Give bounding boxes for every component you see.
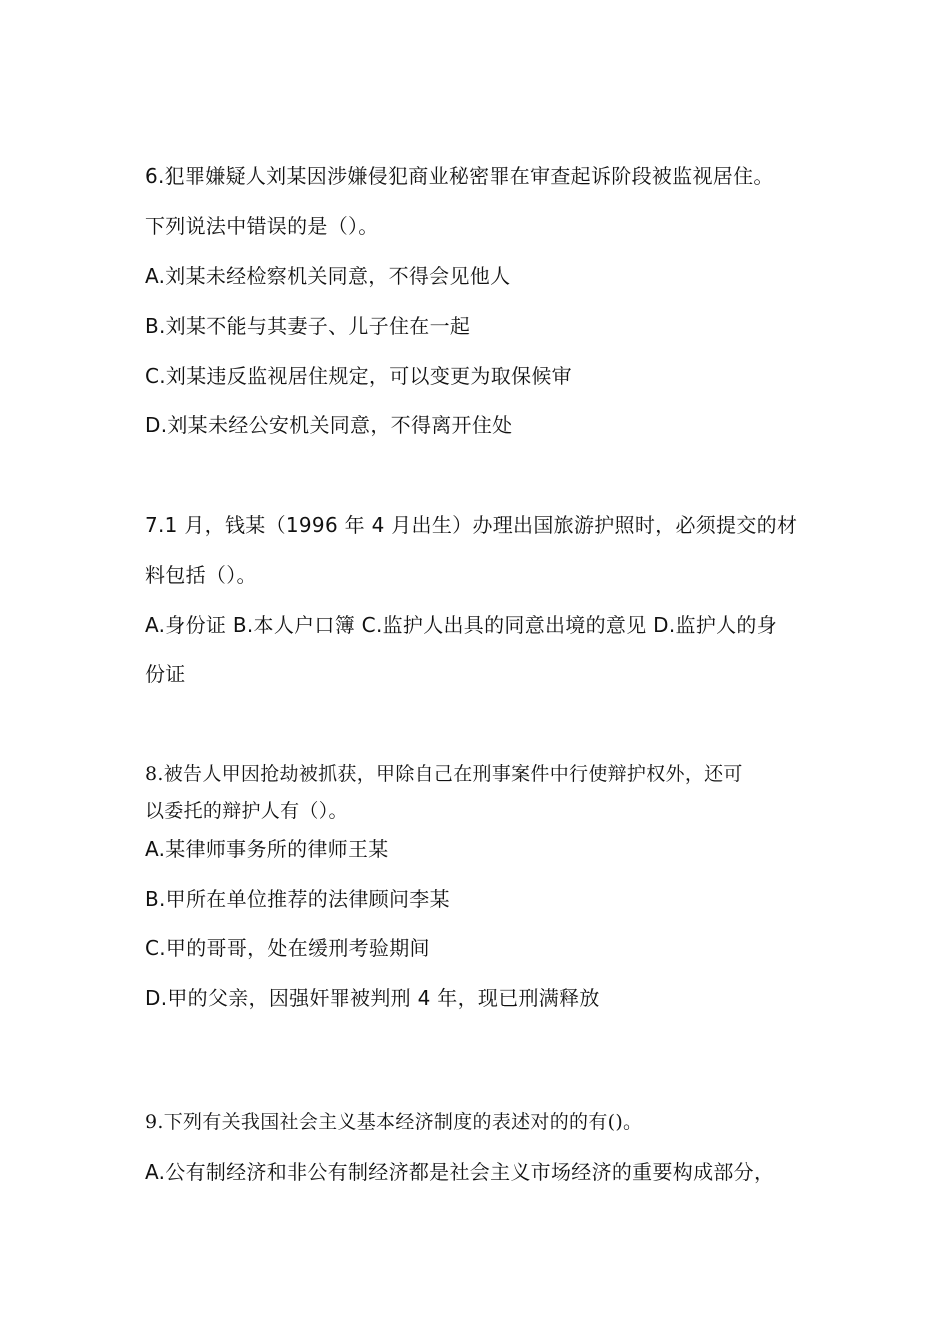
q6-option-a: A.刘某未经检察机关同意，不得会见他人 <box>145 264 511 288</box>
q8-option-a: A.某律师事务所的律师王某 <box>145 837 389 861</box>
q8-option-b: B.甲所在单位推荐的法律顾问李某 <box>145 887 450 911</box>
q7-options-line1: A.身份证 B.本人户口簿 C.监护人出具的同意出境的意见 D.监护人的身 <box>145 613 778 637</box>
q7-options-line2: 份证 <box>145 662 186 686</box>
q9-stem-line1: 9.下列有关我国社会主义基本经济制度的表述对的的有()。 <box>145 1111 643 1133</box>
q8-stem-line2: 以委托的辩护人有（）。 <box>145 800 348 822</box>
q8-option-c: C.甲的哥哥，处在缓刑考验期间 <box>145 936 430 960</box>
q7-stem-line2: 料包括（）。 <box>145 563 257 587</box>
q9-option-a-line1: A.公有制经济和非公有制经济都是社会主义市场经济的重要构成部分， <box>145 1160 775 1184</box>
q6-option-c: C.刘某违反监视居住规定，可以变更为取保候审 <box>145 364 572 388</box>
q6-option-b: B.刘某不能与其妻子、儿子住在一起 <box>145 314 471 338</box>
q8-stem-line1: 8.被告人甲因抢劫被抓获，甲除自己在刑事案件中行使辩护权外，还可 <box>145 763 743 785</box>
q6-stem-line1: 6.犯罪嫌疑人刘某因涉嫌侵犯商业秘密罪在审查起诉阶段被监视居住。 <box>145 164 774 188</box>
q6-stem-line2: 下列说法中错误的是（）。 <box>145 214 379 238</box>
q7-stem-line1: 7.1 月，钱某（1996 年 4 月出生）办理出国旅游护照时，必须提交的材 <box>145 513 798 537</box>
q6-option-d: D.刘某未经公安机关同意，不得离开住处 <box>145 413 513 437</box>
q8-option-d: D.甲的父亲，因强奸罪被判刑 4 年，现已刑满释放 <box>145 986 600 1010</box>
